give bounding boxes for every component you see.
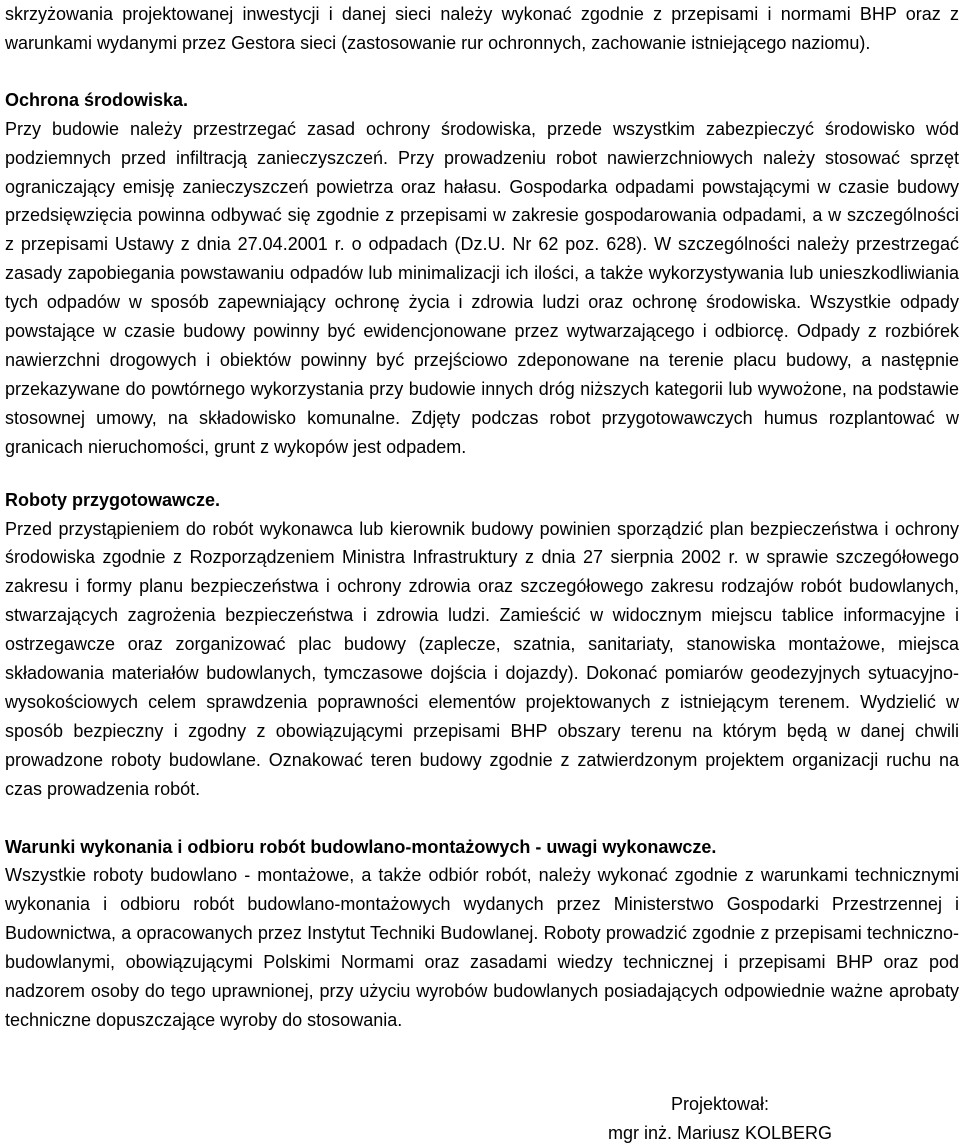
section-execution-conditions xyxy=(5,833,959,1035)
section-preparatory-works xyxy=(5,486,959,804)
section-heading-preparatory-works: Roboty przygotowawcze. xyxy=(5,489,221,510)
signature-block xyxy=(595,1090,845,1148)
section-heading-execution-conditions: Warunki wykonania i odbioru robót budowlano-montażowych - uwagi wykonawcze. xyxy=(5,836,717,857)
signature-label: Projektował: xyxy=(670,1093,770,1114)
spacer xyxy=(5,462,959,486)
section-heading-environment: Ochrona środowiska. xyxy=(5,89,189,110)
section-body-environment: Przy budowie należy przestrzegać zasad ochrony środowiska, przede wszystkim zabezpieczyć środowisko wód podziemnych przed infiltracją zanieczyszczeń. Przy prowadzeniu robot nawierzchniowych należy stosować sprzęt ograniczający emisję zanieczyszczeń powietrza oraz hałasu. Gospodarka odpadami powstającymi w czasie budowy przedsięwzięcia powinna odbywać się zgodnie z przepisami w zakresie gospodarowania odpadami, a w szczególności z przepisami Ustawy z dnia 27.04.2001 r. o odpadach (Dz.U. Nr 62 poz. 628). W szczególności należy przestrzegać zasady zapobiegania powstawaniu odpadów lub minimalizacji ich ilości, a także wykorzystywania lub unieszkodliwiania tych odpadów w sposób zapewniający ochronę życia i zdrowia ludzi oraz ochronę środowiska. Wszystkie odpady powstające w czasie budowy powinny być ewidencjonowane przez wytwarzającego i odbiorcę. Odpady z rozbiórek nawierzchni drogowych i obiektów powinny być przejściowo zdeponowane na terenie placu budowy, a następnie przekazywane do powtórnego wykorzystania przy budowie innych dróg niższych kategorii lub wywożone, na podstawie stosownej umowy, na składowisko komunalne. Zdjęty podczas robot przygotowawczych humus rozplantować w granicach nieruchomości, grunt z wykopów jest odpadem. xyxy=(5,118,959,457)
spacer xyxy=(5,1035,959,1090)
section-environment xyxy=(5,86,959,462)
spacer xyxy=(5,58,959,86)
section-body-execution-conditions: Wszystkie roboty budowlano - montażowe, a także odbiór robót, należy wykonać zgodnie z warunkami technicznymi wykonania i odbioru robót budowlano-montażowych wydanych przez Ministerstwo Gospodarki Przestrzennej i Budownictwa, a opracowanych przez Instytut Techniki Budowlanej. Roboty prowadzić zgodnie z przepisami techniczno-budowlanymi, obowiązującymi Polskimi Normami oraz zasadami wiedzy technicznej i przepisami BHP oraz pod nadzorem osoby do tego uprawnionej, przy użyciu wyrobów budowlanych posiadających odpowiednie ważne aprobaty techniczne dopuszczające wyroby do stosowania. xyxy=(5,865,959,1030)
signature-name: mgr inż. Mariusz KOLBERG xyxy=(607,1122,833,1143)
document-page xyxy=(5,0,959,1148)
section-body-preparatory-works: Przed przystąpieniem do robót wykonawca lub kierownik budowy powinien sporządzić plan bezpieczeństwa i ochrony środowiska zgodnie z Rozporządzeniem Ministra Infrastruktury z dnia 27 sierpnia 2002 r. w sprawie szczegółowego zakresu i formy planu bezpieczeństwa i ochrony zdrowia oraz szczegółowego zakresu rodzajów robót budowlanych, stwarzających zagrożenia bezpieczeństwa i zdrowia ludzi. Zamieścić w widocznym miejscu tablice informacyjne i ostrzegawcze oraz zorganizować plac budowy (zaplecze, szatnia, sanitariaty, stanowiska montażowe, miejsca składowania materiałów budowlanych, tymczasowe dojścia i dojazdy). Dokonać pomiarów geodezyjnych sytuacyjno-wysokościowych celem sprawdzenia poprawności elementów projektowanych z istniejącym terenem. Wydzielić w sposób bezpieczny i zgodny z obowiązującymi przepisami BHP obszary terenu na którym będą w danej chwili prowadzone roboty budowlane. Oznakować teren budowy zgodnie z zatwierdzonym projektem organizacji ruchu na czas prowadzenia robót. xyxy=(5,518,959,799)
spacer xyxy=(5,804,959,833)
intro-paragraph: skrzyżowania projektowanej inwestycji i danej sieci należy wykonać zgodnie z przepisami i normami BHP oraz z warunkami wydanymi przez Gestora sieci (zastosowanie rur ochronnych, zachowanie istniejącego naziomu). xyxy=(5,4,959,53)
